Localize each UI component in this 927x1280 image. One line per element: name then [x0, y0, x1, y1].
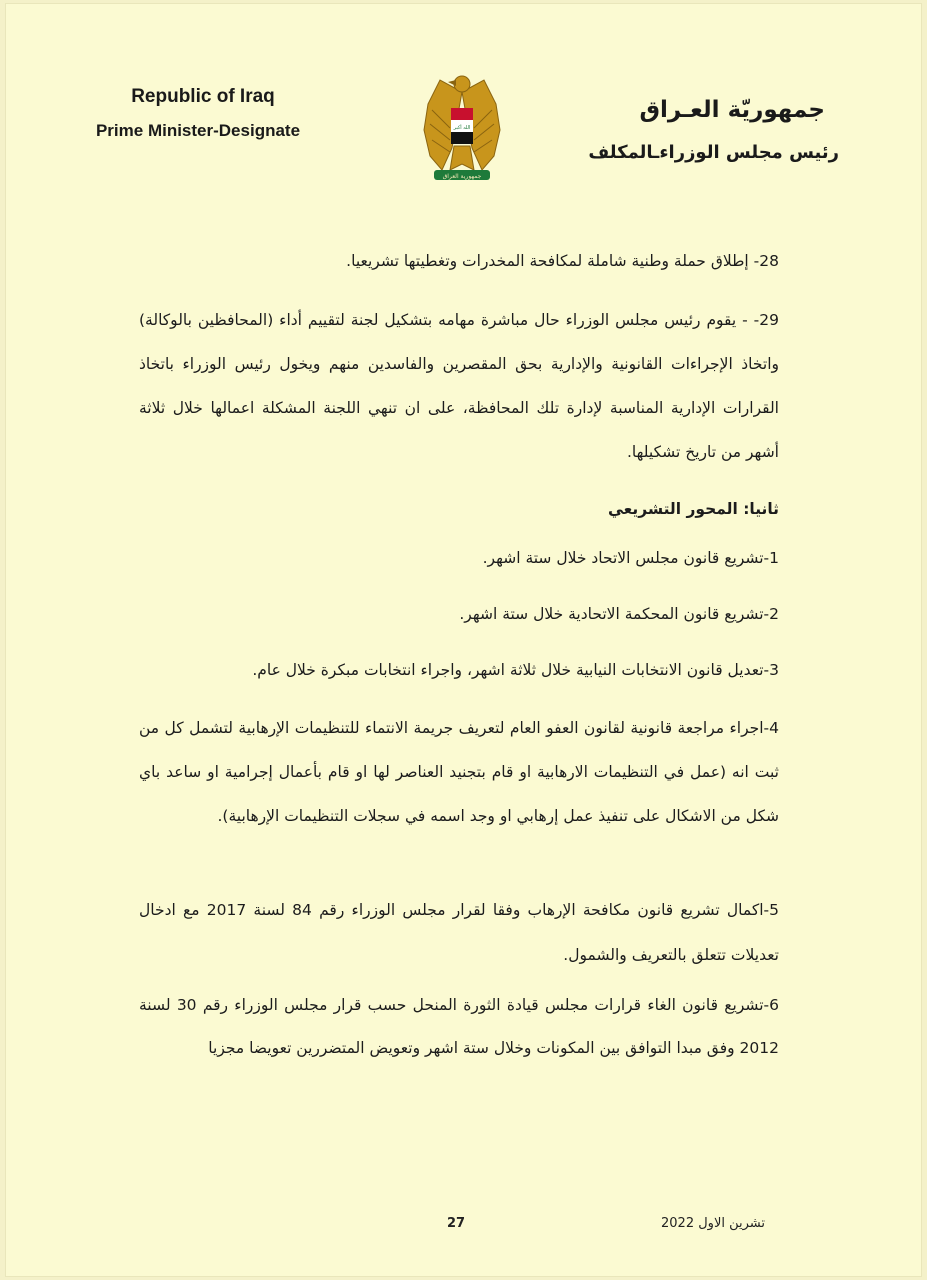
header-arabic-line2: رئيس مجلس الوزراءـالمكلف [588, 142, 839, 163]
header-arabic-line1: جمهوريّة العـراق [639, 97, 825, 123]
legislative-item-1: 1-تشريع قانون مجلس الاتحاد خلال ستة اشهر. [482, 549, 779, 567]
section-heading-legislative: ثانيا: المحور التشريعي [607, 500, 779, 518]
item-29: 29- - يقوم رئيس مجلس الوزراء حال مباشرة مهامه بتشكيل لجنة لتقييم أداء (المحافظين بالوكالة) واتخاذ الإجراءات القانونية والإدارية بحق المقصرين والفاسدين منهم ويخول رئيس الوزراء باتخاذ القرارات الإدارية المناسبة لإدارة تلك المحافظة، على ان تنهي اللجنة المشكلة اعمالها خلال ثلاثة أشهر من تاريخ تشكيلها. [139, 311, 779, 461]
header-english-line1: Republic of Iraq [131, 86, 275, 107]
document-page [6, 4, 921, 1276]
page-number: 27 [447, 1216, 466, 1231]
legislative-item-2: 2-تشريع قانون المحكمة الاتحادية خلال ستة اشهر. [459, 605, 779, 623]
header-english-line2: Prime Minister-Designate [95, 121, 301, 140]
legislative-item-5: 5-اكمال تشريع قانون مكافحة الإرهاب وفقا لقرار مجلس الوزراء رقم 84 لسنة 2017 مع ادخال تعديلات تتعلق بالتعريف والشمول. [139, 901, 779, 964]
emblem-text: الله أكبر [453, 125, 471, 131]
document-date: تشرين الاول 2022 [661, 1216, 766, 1231]
legislative-item-4: 4-اجراء مراجعة قانونية لقانون العفو العام لتعريف جريمة الانتماء للتنظيمات الإرهابية لتشمل كل من ثبت انه (عمل في التنظيمات الارهابية او قام بتجنيد العناصر لها او قام بأعمال إجرامية او ساعد باي شكل من الاشكال على تنفيذ عمل إرهابي او وجد اسمه في سجلات التنظيمات الإرهابية). [139, 719, 779, 825]
legislative-item-3: 3-تعديل قانون الانتخابات النيابية خلال ثلاثة اشهر، واجراء انتخابات مبكرة خلال عام. [252, 661, 779, 679]
document-body [139, 4, 779, 1276]
item-28: 28- إطلاق حملة وطنية شاملة لمكافحة المخدرات وتغطيتها تشريعيا. [346, 252, 779, 270]
legislative-item-6: 6-تشريع قانون الغاء قرارات مجلس قيادة الثورة المنحل حسب قرار مجلس الوزراء رقم 30 لسنة 2012 وفق مبدا التوافق بين المكونات وخلال ستة اشهر وتعويض المتضررين تعويضا مجزيا [139, 996, 779, 1057]
emblem-banner-text: جمهورية العراق [442, 173, 482, 180]
